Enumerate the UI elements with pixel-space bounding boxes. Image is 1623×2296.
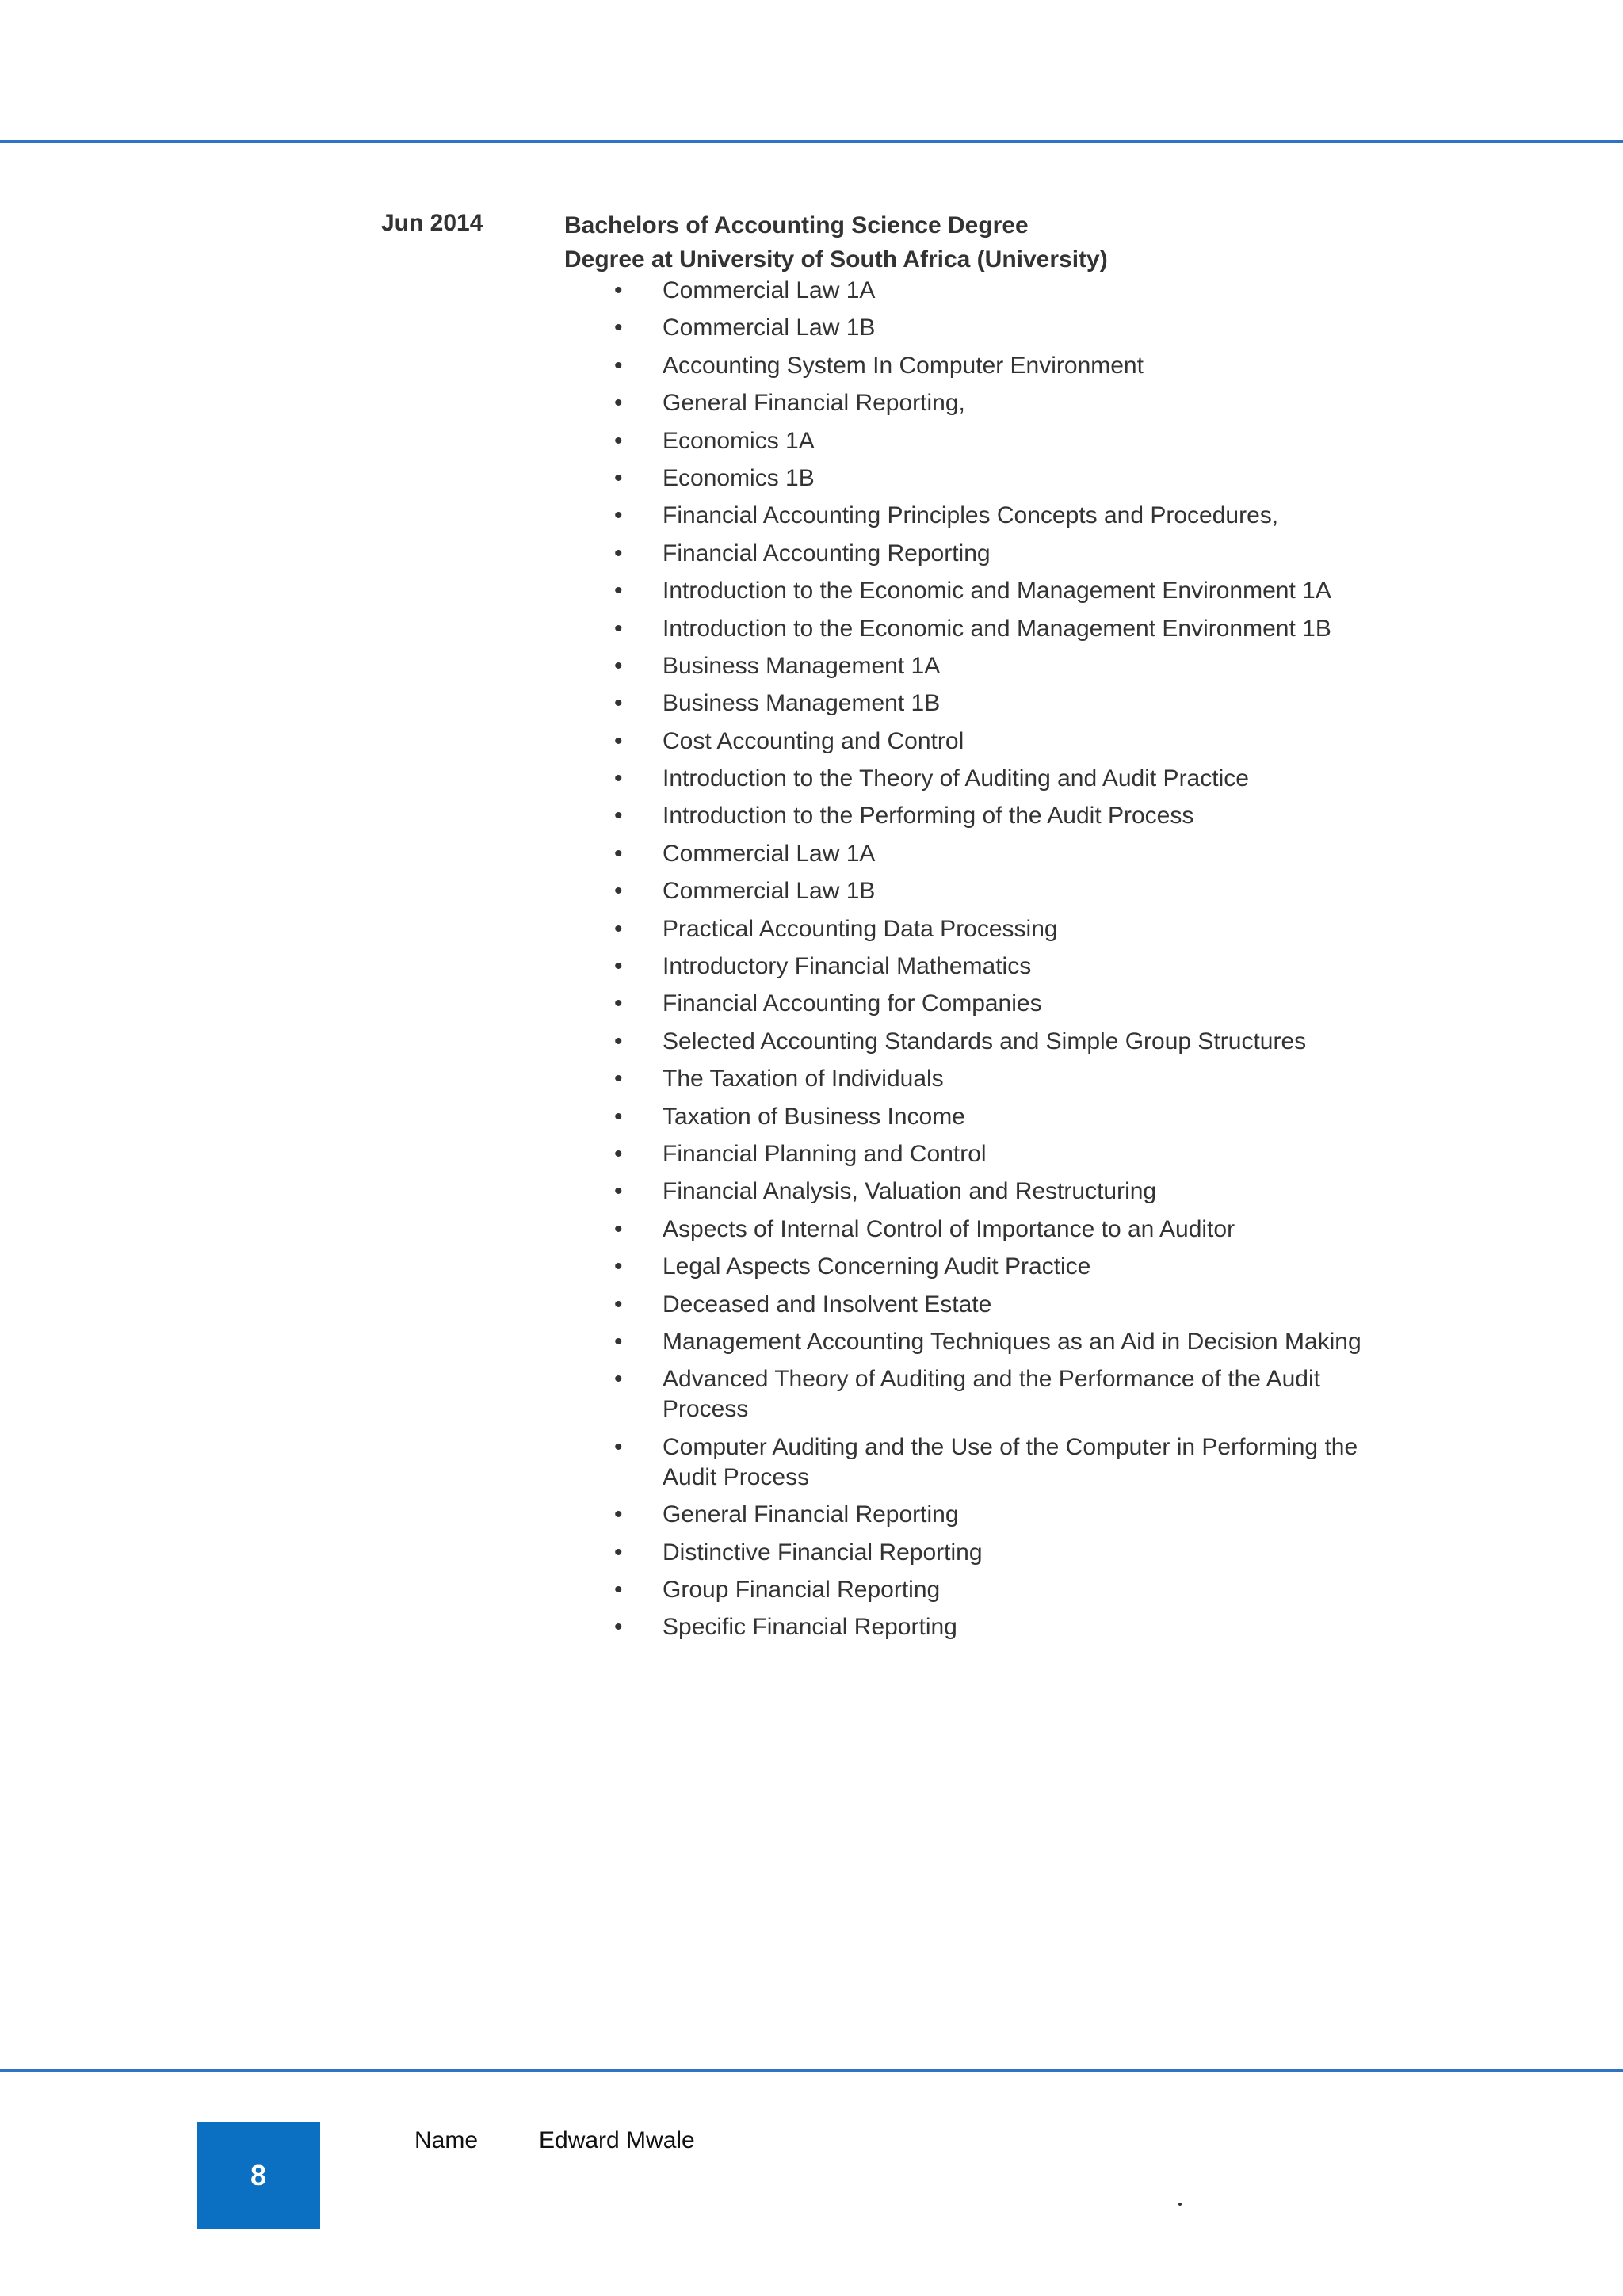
course-name: General Financial Reporting <box>663 1501 959 1528</box>
course-name: Financial Accounting for Companies <box>663 990 1042 1017</box>
bullet-icon: • <box>614 1501 623 1528</box>
course-item <box>614 801 1407 831</box>
bullet-icon: • <box>614 1028 623 1055</box>
footer-name-label: Name <box>414 2127 479 2153</box>
course-item <box>614 688 1407 719</box>
course-item <box>614 501 1407 531</box>
bullet-icon: • <box>614 765 623 792</box>
course-item <box>614 1327 1407 1357</box>
course-name: Taxation of Business Income <box>663 1103 965 1130</box>
course-name: Financial Planning and Control <box>663 1140 987 1167</box>
course-name: Group Financial Reporting <box>663 1576 941 1603</box>
course-item <box>614 1102 1407 1132</box>
header-divider <box>0 140 1623 143</box>
course-name: Aspects of Internal Control of Importance to an Auditor <box>663 1215 1235 1242</box>
course-item <box>614 1500 1407 1530</box>
course-name: Financial Accounting Reporting <box>663 540 991 566</box>
course-item <box>614 313 1407 343</box>
course-item <box>614 1215 1407 1245</box>
page-number: 8 <box>250 2159 267 2191</box>
course-item <box>614 1064 1407 1094</box>
bullet-icon: • <box>614 578 623 605</box>
course-item <box>614 1432 1407 1493</box>
bullet-icon: • <box>614 1066 623 1093</box>
bullet-icon: • <box>614 990 623 1017</box>
course-item <box>614 1252 1407 1282</box>
bullet-icon: • <box>614 878 623 905</box>
course-item <box>614 539 1407 569</box>
page-number-badge <box>197 2122 320 2229</box>
course-name: Economics 1B <box>663 464 815 491</box>
course-item <box>614 727 1407 757</box>
bullet-icon: • <box>614 1539 623 1566</box>
education-title <box>564 208 1108 277</box>
bullet-icon: • <box>614 540 623 566</box>
course-name: Commercial Law 1A <box>663 277 876 303</box>
course-item <box>614 1538 1407 1568</box>
bullet-icon: • <box>614 690 623 717</box>
course-item <box>614 463 1407 494</box>
course-item <box>614 1364 1407 1425</box>
course-name: Practical Accounting Data Processing <box>663 915 1058 942</box>
course-item <box>614 576 1407 606</box>
course-item <box>614 952 1407 982</box>
bullet-icon: • <box>614 1433 623 1460</box>
bullet-icon: • <box>614 277 623 303</box>
course-name: Business Management 1A <box>663 652 941 679</box>
course-item <box>614 989 1407 1019</box>
bullet-icon: • <box>614 464 623 491</box>
course-item <box>614 839 1407 869</box>
course-name: Specific Financial Reporting <box>663 1614 957 1641</box>
course-name: Management Accounting Techniques as an Aid in Decision Making <box>663 1328 1361 1355</box>
course-item <box>614 388 1407 418</box>
course-name: The Taxation of Individuals <box>663 1066 944 1093</box>
bullet-icon: • <box>614 1576 623 1603</box>
course-name: Distinctive Financial Reporting <box>663 1539 983 1566</box>
bullet-icon: • <box>614 1291 623 1318</box>
bullet-icon: • <box>614 615 623 642</box>
course-item <box>614 351 1407 381</box>
course-name: Selected Accounting Standards and Simple Group Structures <box>663 1028 1307 1055</box>
bullet-icon: • <box>614 652 623 679</box>
course-name: Introduction to the Theory of Auditing and Audit Practice <box>663 765 1249 792</box>
course-name: Advanced Theory of Auditing and the Performance of the Audit Process <box>663 1366 1320 1423</box>
course-name: Financial Analysis, Valuation and Restructuring <box>663 1178 1157 1205</box>
course-name: Economics 1A <box>663 427 815 454</box>
bullet-icon: • <box>614 315 623 341</box>
bullet-icon: • <box>614 1103 623 1130</box>
bullet-icon: • <box>614 1215 623 1242</box>
degree-institution: Degree at University of South Africa (University) <box>564 246 1108 273</box>
course-name: Financial Accounting Principles Concepts and Procedures, <box>663 502 1279 529</box>
footer-name-value: Edward Mwale <box>539 2127 695 2153</box>
course-item <box>614 914 1407 944</box>
course-name: Deceased and Insolvent Estate <box>663 1291 992 1318</box>
course-name: Business Management 1B <box>663 690 941 717</box>
education-date: Jun 2014 <box>381 210 483 236</box>
degree-name: Bachelors of Accounting Science Degree <box>564 212 1029 238</box>
course-name: Accounting System In Computer Environment <box>663 352 1144 379</box>
course-item <box>614 276 1407 306</box>
course-list <box>614 276 1407 1650</box>
bullet-icon: • <box>614 502 623 529</box>
course-name: Introduction to the Economic and Management Environment 1B <box>663 615 1331 642</box>
bullet-icon: • <box>614 840 623 867</box>
course-name: Commercial Law 1B <box>663 878 876 905</box>
course-name: Commercial Law 1A <box>663 840 876 867</box>
footer-divider <box>0 2069 1623 2072</box>
course-name: Introduction to the Performing of the Audit Process <box>663 803 1194 830</box>
footer-dot <box>1178 2203 1182 2206</box>
course-item <box>614 614 1407 644</box>
bullet-icon: • <box>614 915 623 942</box>
course-item <box>614 764 1407 794</box>
course-item <box>614 1027 1407 1057</box>
bullet-icon: • <box>614 427 623 454</box>
course-item <box>614 1139 1407 1169</box>
course-name: Cost Accounting and Control <box>663 727 964 754</box>
course-name: Introduction to the Economic and Management Environment 1A <box>663 578 1331 605</box>
bullet-icon: • <box>614 727 623 754</box>
bullet-icon: • <box>614 1253 623 1280</box>
bullet-icon: • <box>614 390 623 417</box>
course-name: Introductory Financial Mathematics <box>663 953 1032 980</box>
course-item <box>614 1177 1407 1207</box>
bullet-icon: • <box>614 1178 623 1205</box>
course-name: General Financial Reporting, <box>663 390 965 417</box>
bullet-icon: • <box>614 1366 623 1393</box>
course-item <box>614 1575 1407 1605</box>
bullet-icon: • <box>614 1140 623 1167</box>
course-name: Legal Aspects Concerning Audit Practice <box>663 1253 1091 1280</box>
course-item <box>614 1612 1407 1642</box>
course-item <box>614 651 1407 681</box>
bullet-icon: • <box>614 953 623 980</box>
bullet-icon: • <box>614 1614 623 1641</box>
bullet-icon: • <box>614 803 623 830</box>
course-item <box>614 876 1407 906</box>
course-item <box>614 426 1407 456</box>
course-name: Commercial Law 1B <box>663 315 876 341</box>
bullet-icon: • <box>614 1328 623 1355</box>
bullet-icon: • <box>614 352 623 379</box>
course-item <box>614 1290 1407 1320</box>
course-name: Computer Auditing and the Use of the Computer in Performing the Audit Process <box>663 1433 1358 1490</box>
